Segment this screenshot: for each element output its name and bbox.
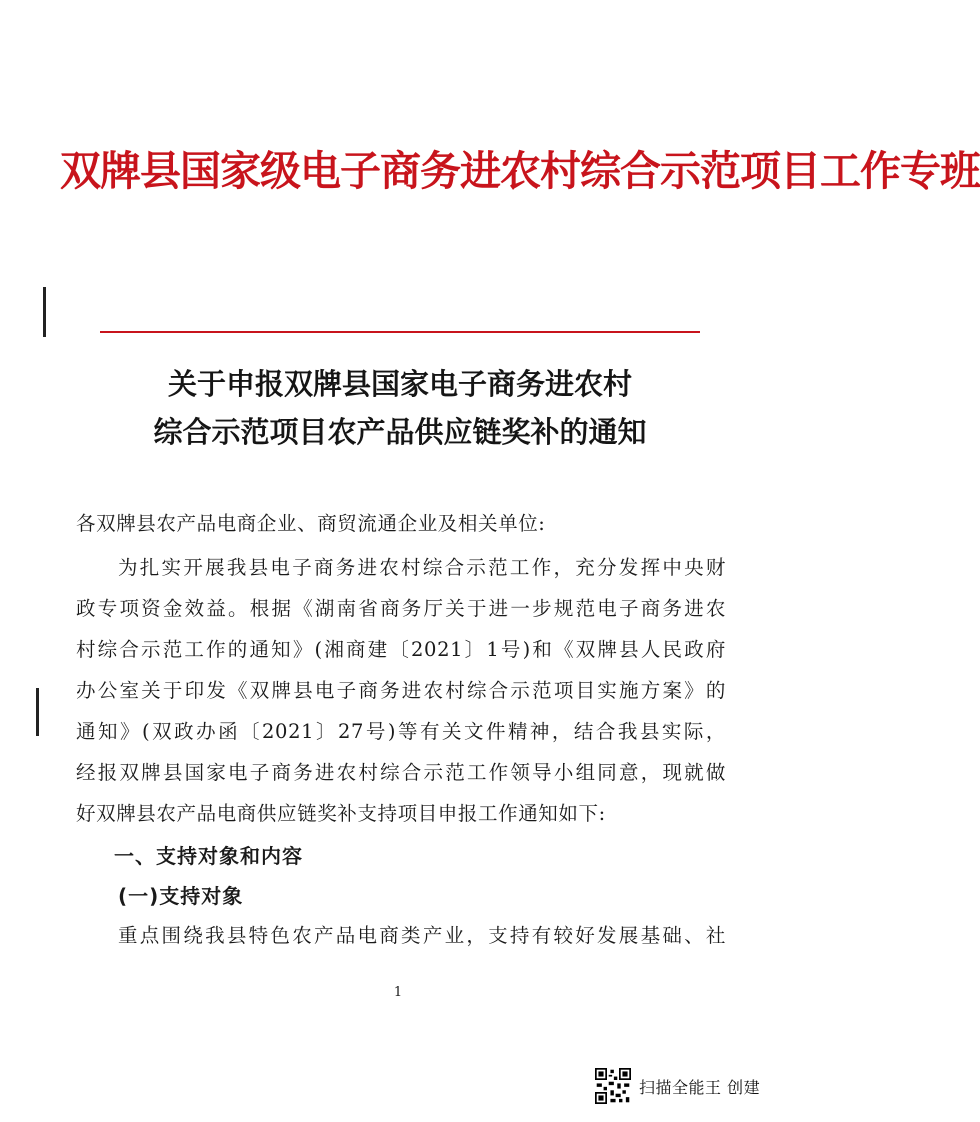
document-title-line-1: 关于申报双牌县国家电子商务进农村 (167, 367, 632, 401)
issuer-header: 双牌县国家级电子商务进农村综合示范项目工作专班 (60, 147, 980, 195)
paragraph-line: 好双牌县农产品电商供应链奖补支持项目申报工作通知如下: (76, 802, 606, 825)
scanner-watermark (595, 1066, 760, 1106)
qr-code-icon (595, 1068, 631, 1104)
subsection-heading: (一)支持对象 (118, 884, 244, 908)
document-title-line-2: 综合示范项目农产品供应链奖补的通知 (153, 415, 647, 449)
paragraph-line: 村综合示范工作的通知》(湘商建〔2021〕1号)和《双牌县人民政府 (76, 638, 726, 661)
salutation: 各双牌县农产品电商企业、商贸流通企业及相关单位: (76, 512, 546, 535)
section-heading: 一、支持对象和内容 (114, 844, 303, 868)
paragraph-line: 重点围绕我县特色农产品电商类产业，支持有较好发展基础、社 (118, 924, 726, 947)
watermark-text: 扫描全能王 创建 (639, 1077, 761, 1097)
header-red-rule (100, 331, 700, 333)
paragraph-line: 经报双牌县国家电子商务进农村综合示范工作领导小组同意，现就做 (76, 761, 726, 784)
margin-mark-middle (36, 688, 39, 736)
paragraph-line: 为扎实开展我县电子商务进农村综合示范工作，充分发挥中央财 (118, 556, 726, 579)
paragraph-line: 政专项资金效益。根据《湖南省商务厅关于进一步规范电子商务进农 (76, 597, 726, 620)
paragraph-line: 通知》(双政办函〔2021〕27号)等有关文件精神，结合我县实际， (76, 720, 726, 743)
margin-mark-top (43, 287, 46, 337)
page-number: 1 (393, 985, 403, 1000)
paragraph-line: 办公室关于印发《双牌县电子商务进农村综合示范项目实施方案》的 (76, 679, 726, 702)
